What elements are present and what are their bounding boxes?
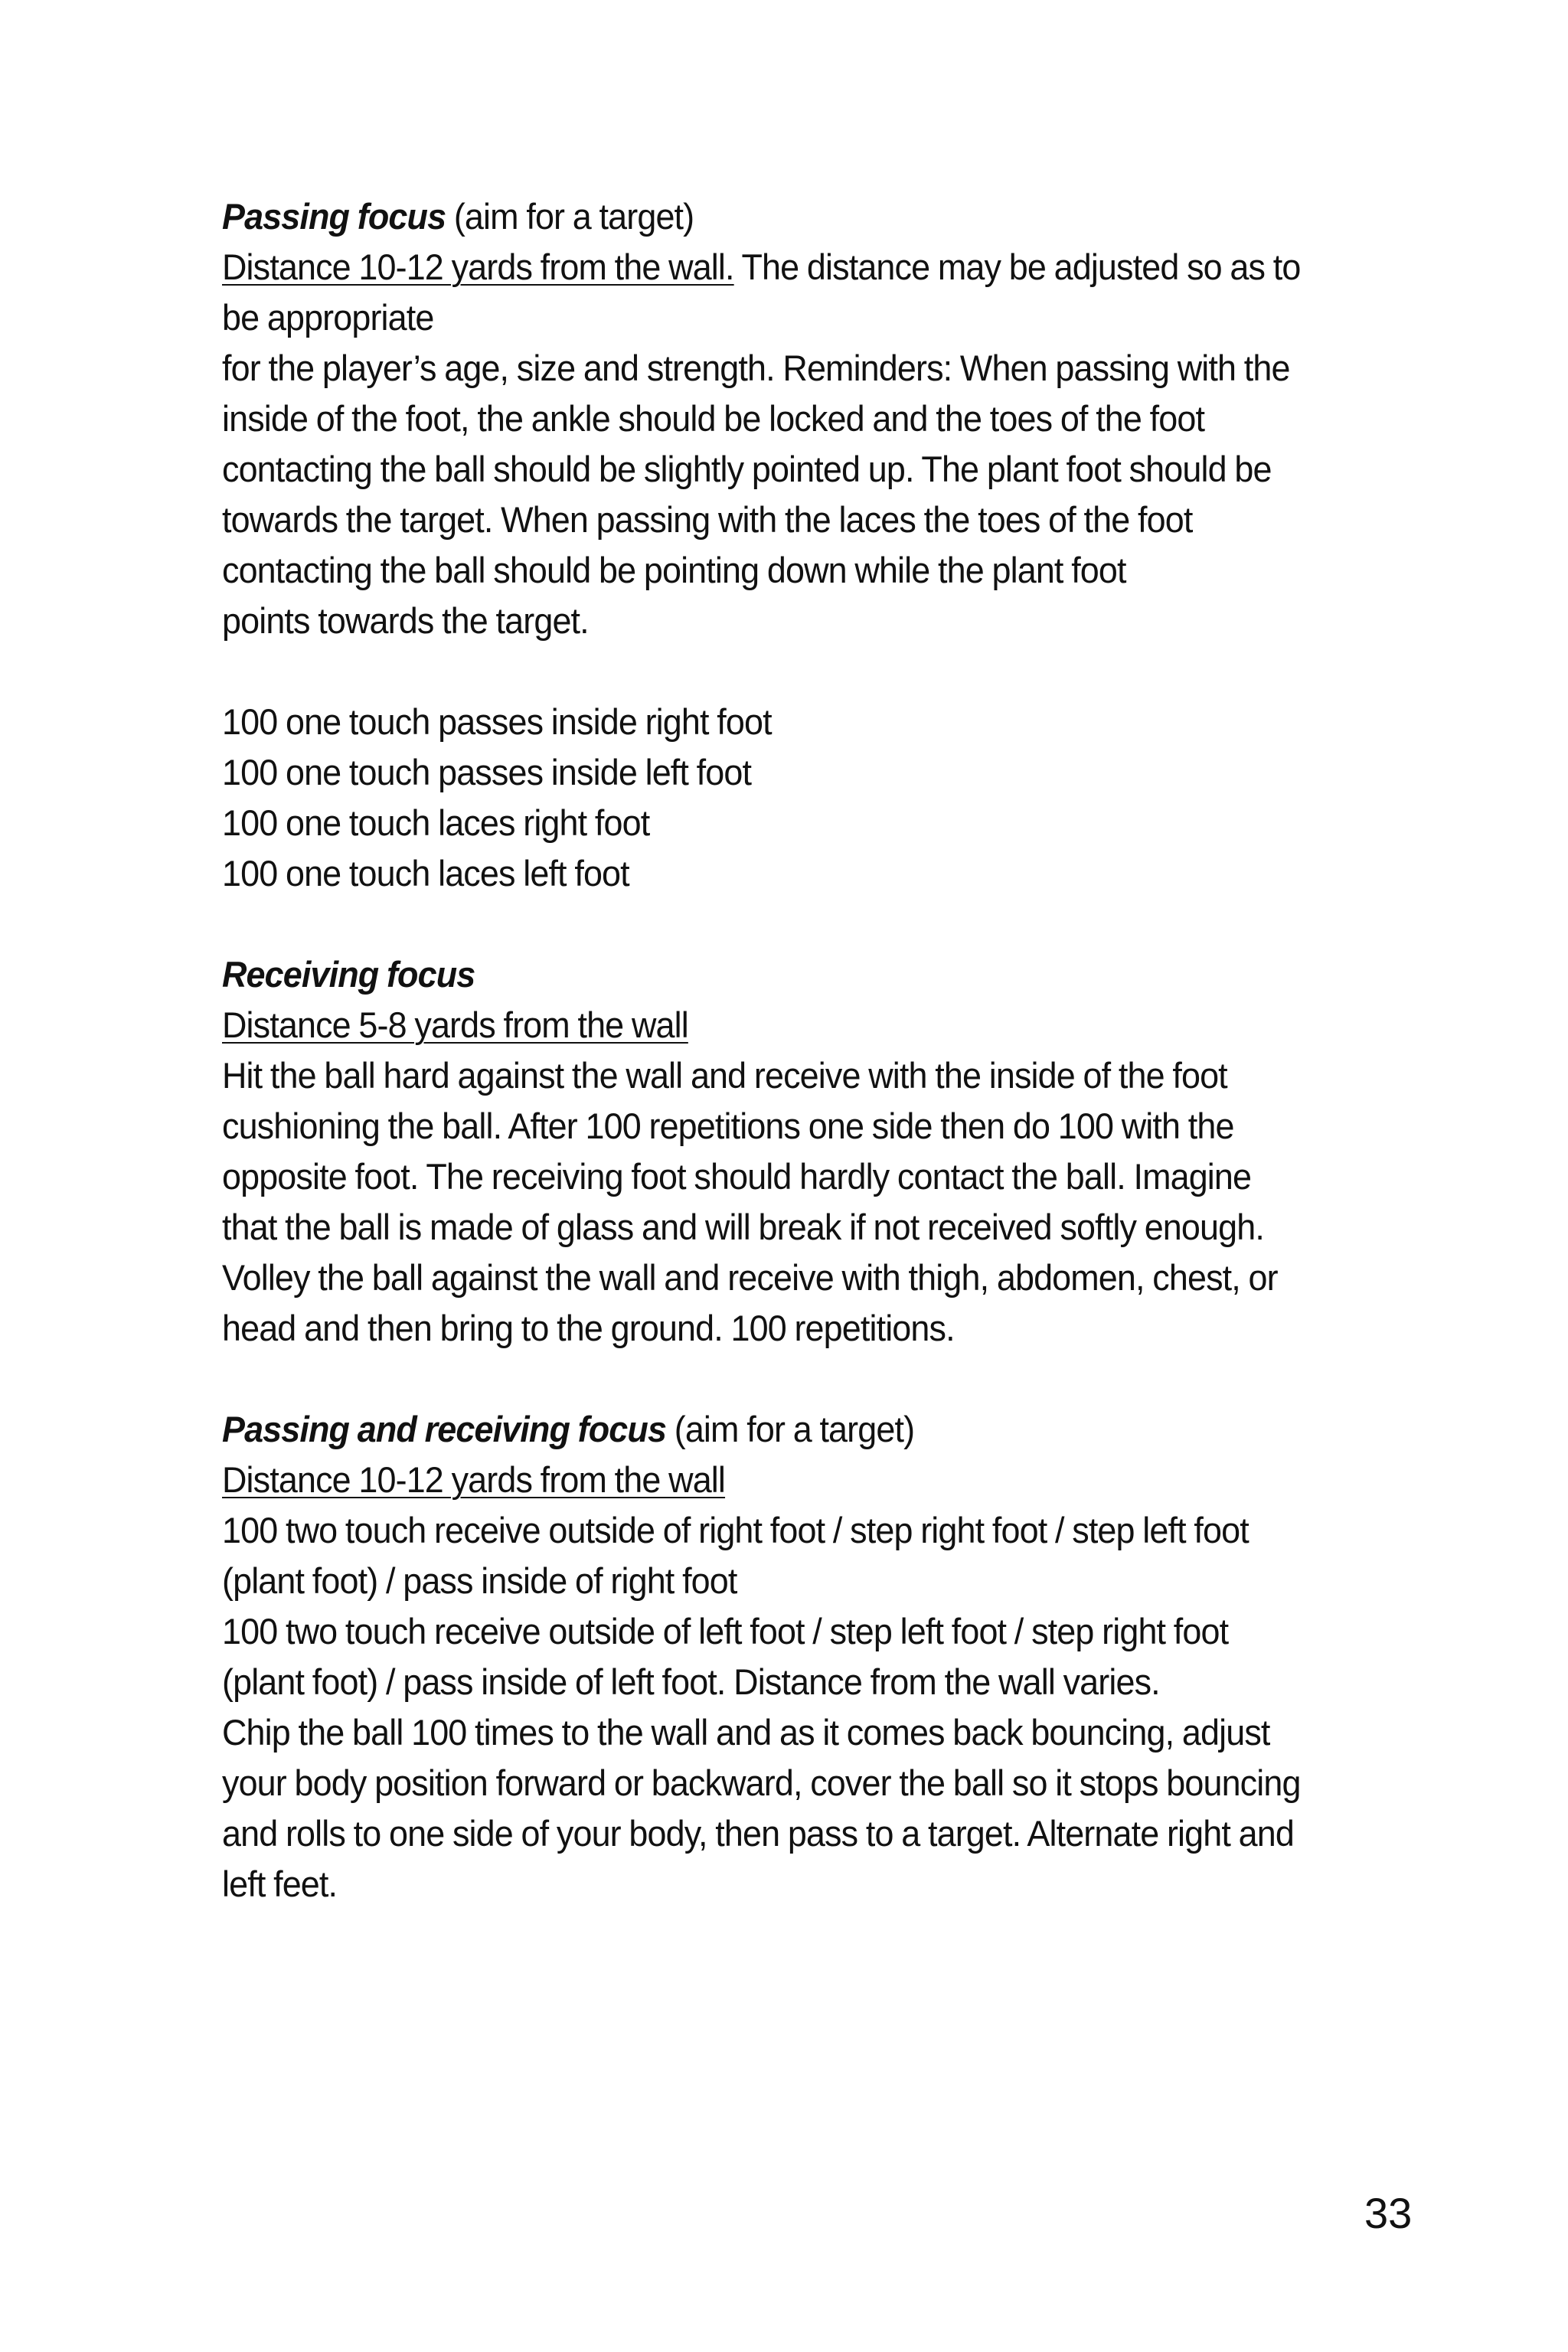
drill-item: 100 one touch laces left foot (222, 853, 629, 893)
body-line: that the ball is made of glass and will break if not received softly enough. (222, 1207, 1264, 1247)
distance-rest: The distance may be adjusted so as to (733, 247, 1301, 287)
paragraph-gap (222, 1354, 1363, 1404)
page-number: 33 (1364, 2189, 1413, 2237)
body-line: inside of the foot, the ankle should be locked and the toes of the foot (222, 398, 1205, 439)
body-line: for the player’s age, size and strength. Reminders: When passing with the (222, 348, 1290, 388)
body-line: (plant foot) / pass inside of left foot. Distance from the wall varies. (222, 1661, 1160, 1702)
body-line: 100 two touch receive outside of right foot / step right foot / step left foot (222, 1510, 1249, 1550)
section-heading-passing-receiving (222, 1404, 1363, 1455)
body-line: be appropriate (222, 297, 434, 338)
distance-underlined: Distance 10-12 yards from the wall. (222, 247, 734, 287)
body-line: 100 two touch receive outside of left foot / step left foot / step right foot (222, 1611, 1229, 1651)
body-line: cushioning the ball. After 100 repetitions one side then do 100 with the (222, 1106, 1234, 1146)
body-line: contacting the ball should be pointing down while the plant foot (222, 550, 1126, 590)
paragraph-gap (222, 899, 1363, 949)
heading-text: Passing focus (222, 196, 446, 237)
distance-line (222, 1000, 1363, 1050)
heading-text: Passing and receiving focus (222, 1409, 667, 1449)
body-line: (plant foot) / pass inside of right foot (222, 1560, 737, 1601)
page-content (222, 191, 1363, 1909)
body-line: towards the target. When passing with the laces the toes of the foot (222, 499, 1193, 540)
body-line: Hit the ball hard against the wall and receive with the inside of the foot (222, 1055, 1227, 1096)
distance-underlined: Distance 5-8 yards from the wall (222, 1004, 688, 1045)
section-heading-passing (222, 191, 1363, 242)
heading-note: (aim for a target) (446, 196, 694, 237)
body-line: your body position forward or backward, cover the ball so it stops bouncing (222, 1762, 1301, 1803)
paragraph-gap (222, 646, 1363, 697)
body-line: Chip the ball 100 times to the wall and as it comes back bouncing, adjust (222, 1712, 1270, 1753)
distance-line (222, 1455, 1363, 1505)
body-line: points towards the target. (222, 600, 589, 641)
drill-item: 100 one touch passes inside right foot (222, 701, 772, 742)
heading-text: Receiving focus (222, 954, 475, 995)
body-line: Volley the ball against the wall and receive with thigh, abdomen, chest, or (222, 1257, 1278, 1298)
heading-note: (aim for a target) (666, 1409, 915, 1449)
body-line: opposite foot. The receiving foot should hardly contact the ball. Imagine (222, 1156, 1252, 1197)
drill-item: 100 one touch passes inside left foot (222, 752, 752, 792)
body-line: left feet. (222, 1864, 338, 1904)
body-line: and rolls to one side of your body, then pass to a target. Alternate right and (222, 1813, 1294, 1854)
distance-line (222, 242, 1363, 292)
drill-item: 100 one touch laces right foot (222, 802, 650, 843)
body-line: head and then bring to the ground. 100 repetitions. (222, 1308, 955, 1348)
section-heading-receiving (222, 949, 1363, 1000)
body-line: contacting the ball should be slightly pointed up. The plant foot should be (222, 449, 1272, 489)
distance-underlined: Distance 10-12 yards from the wall (222, 1459, 726, 1500)
